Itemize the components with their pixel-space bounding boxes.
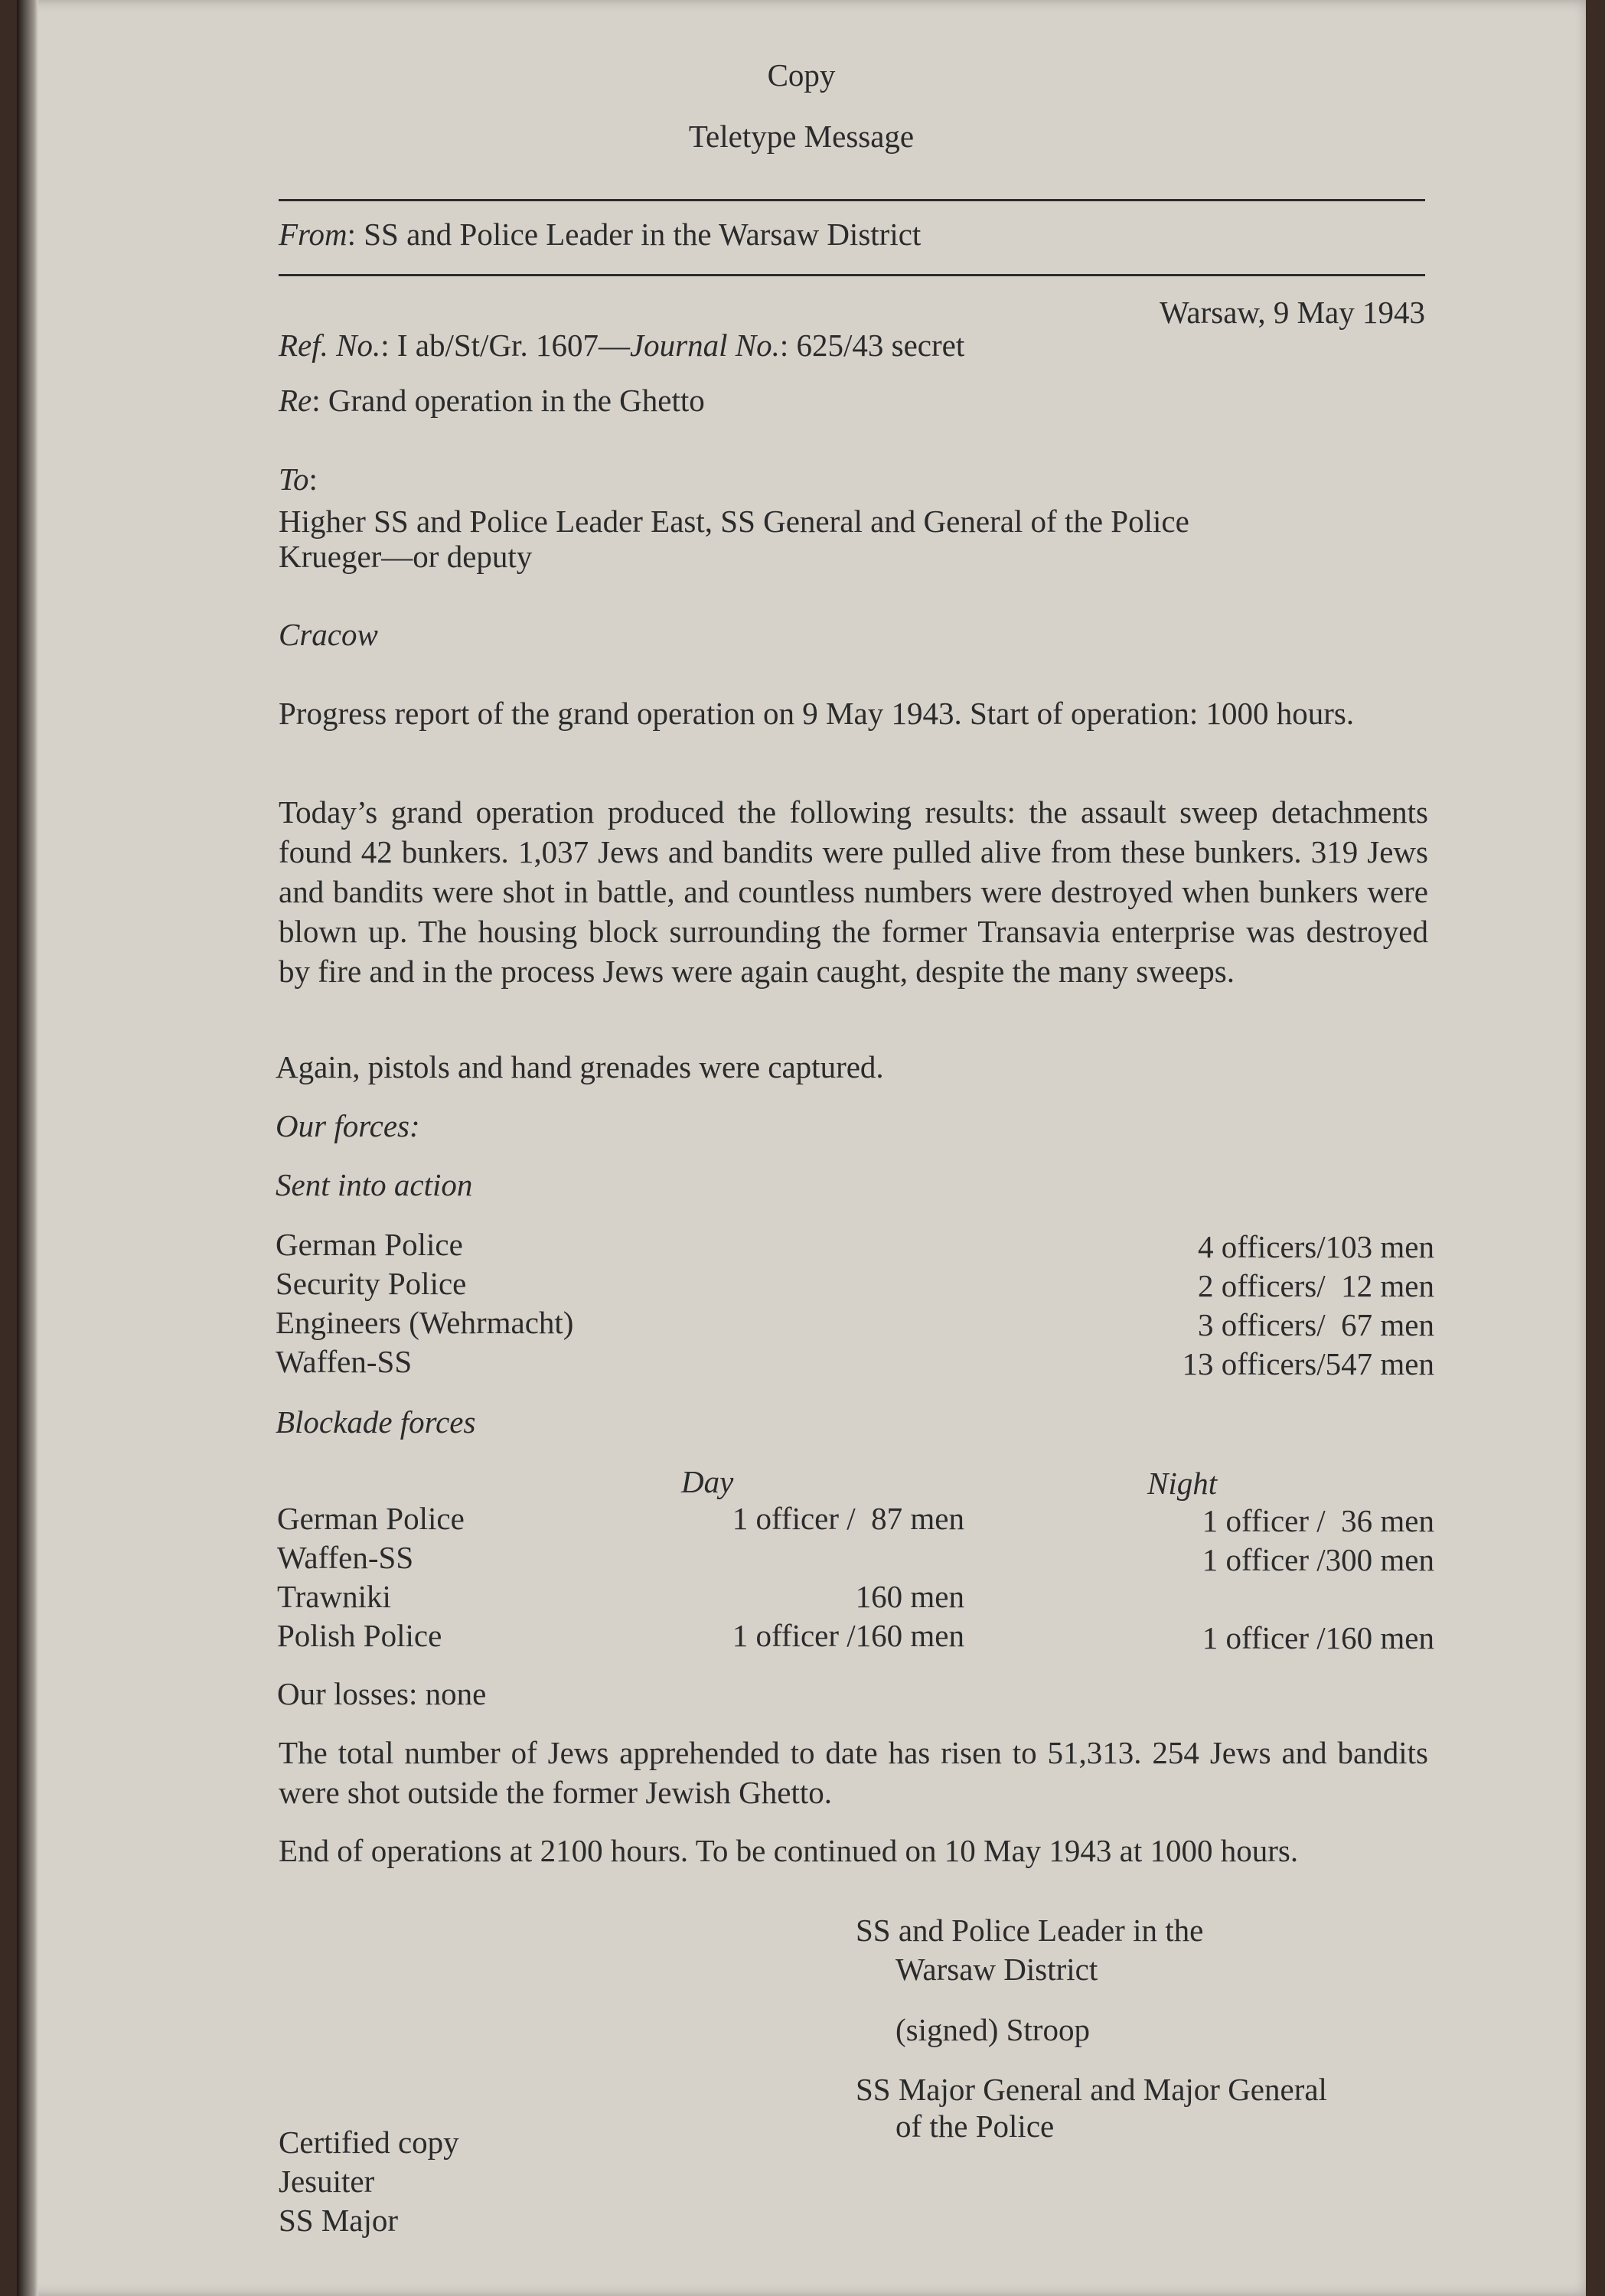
signature-title-line1: SS and Police Leader in the [856,1913,1204,1948]
paragraph-results: Today’s grand operation produced the following results: the assault sweep detachments found 42 bunkers. 1,037 Jews and bandits were pulled alive from these bunkers. 319 Jews and bandits were shot in battle, and countless numbers were destroyed when bunkers were blown up. The housing block surrounding the former Transavia enterprise was destroyed by fire and in the process Jews were again caught, despite the many sweeps. [279,794,1428,989]
night-column-header: Night [1147,1466,1218,1501]
blockade-unit: Polish Police [277,1618,442,1653]
blockade-day: 1 officer / 87 men [732,1501,964,1536]
bottom-rule [279,274,1425,276]
re-label: Re [279,383,312,418]
ref-value: : I ab/St/Gr. 1607— [380,328,630,363]
forces-heading: Our forces: [276,1108,420,1143]
book-gutter [17,0,38,2296]
sent-unit: Engineers (Wehrmacht) [276,1305,574,1340]
from-line [279,214,921,254]
to-recipient-line1: Higher SS and Police Leader East, SS General and General of the Police [279,504,1189,539]
top-rule [279,199,1425,201]
sent-strength: 13 officers/547 men [1182,1346,1434,1381]
signed-name: (signed) Stroop [895,2012,1090,2047]
paragraph-end: End of operations at 2100 hours. To be continued on 10 May 1943 at 1000 hours. [279,1833,1299,1868]
message-type: Teletype Message [688,119,915,154]
place-date: Warsaw, 9 May 1943 [1159,295,1425,330]
certification-line2: Jesuiter [279,2164,375,2199]
certification-line1: Certified copy [279,2125,459,2160]
day-column-header: Day [681,1464,734,1499]
from-label: From [279,217,347,252]
to-line [279,459,318,499]
signature-rank-line2: of the Police [895,2108,1055,2144]
to-city: Cracow [279,617,378,652]
blockade-night: 1 officer /160 men [1202,1620,1434,1655]
sent-strength: 2 officers/ 12 men [1198,1268,1434,1303]
document-page [17,0,1586,2296]
blockade-day: 160 men [855,1579,964,1614]
blockade-night: 1 officer / 36 men [1202,1503,1434,1538]
journal-value: : 625/43 secret [779,328,965,363]
from-value: : SS and Police Leader in the Warsaw District [347,217,922,252]
ref-label: Ref. No. [279,328,381,363]
signature-rank-line1: SS Major General and Major General [856,2072,1327,2107]
blockade-day: 1 officer /160 men [732,1618,964,1653]
certification-line3: SS Major [279,2203,399,2238]
sent-strength: 4 officers/103 men [1198,1229,1434,1264]
sent-heading: Sent into action [276,1167,473,1202]
to-recipient-line2: Krueger—or deputy [279,539,533,574]
to-label: To [279,461,309,497]
signature-title-line2: Warsaw District [895,1952,1098,1987]
losses-line: Our losses: none [277,1676,487,1711]
blockade-unit: Waffen-SS [277,1540,414,1575]
blockade-night: 1 officer /300 men [1202,1542,1434,1577]
paragraph-total: The total number of Jews apprehended to date has risen to 51,313. 254 Jews and bandits were shot outside the former Jewish Ghetto. [279,1735,1428,1810]
re-line [279,380,705,420]
blockade-unit: German Police [277,1501,465,1536]
paragraph-progress: Progress report of the grand operation on 9 May 1943. Start of operation: 1000 hours. [279,696,1355,731]
sent-unit: Waffen-SS [276,1344,413,1379]
sent-strength: 3 officers/ 67 men [1198,1307,1434,1342]
blockade-heading: Blockade forces [276,1404,476,1440]
paragraph-captured: Again, pistols and hand grenades were captured. [276,1049,884,1084]
journal-label: Journal No. [629,328,780,363]
reference-line [279,325,964,365]
re-value: : Grand operation in the Ghetto [312,383,705,418]
blockade-unit: Trawniki [277,1579,391,1614]
sent-unit: German Police [276,1227,463,1262]
sent-unit: Security Police [276,1266,467,1301]
to-colon: : [308,461,318,497]
copy-label: Copy [767,57,836,93]
